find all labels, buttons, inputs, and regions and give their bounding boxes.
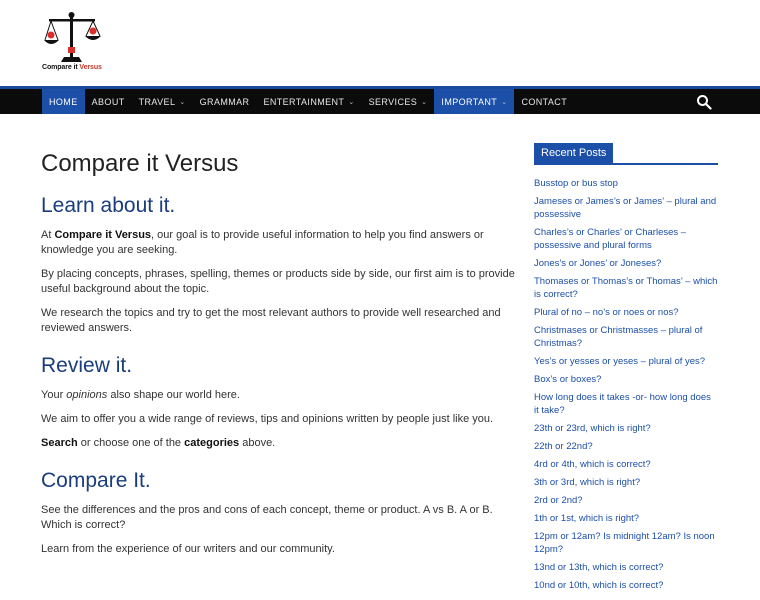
recent-posts-title: Recent Posts	[534, 143, 613, 163]
recent-post-link[interactable]: 12pm or 12am? Is midnight 12am? Is noon 12pm?	[534, 531, 715, 555]
recent-post-link[interactable]: Thomases or Thomas’s or Thomas’ – which is correct?	[534, 276, 718, 300]
scales-of-justice-logo[interactable]	[41, 10, 103, 72]
nav-item-label: ENTERTAINMENT	[263, 96, 345, 107]
compare-heading: Compare It.	[41, 469, 151, 492]
recent-post-link[interactable]: 3th or 3rd, which is right?	[534, 477, 641, 488]
review-paragraph-2: We aim to offer you a wide range of reviews, tips and opinions written by people just like you.	[41, 413, 494, 425]
chevron-down-icon: ⌄	[421, 98, 428, 106]
chevron-down-icon: ⌄	[348, 98, 355, 106]
recent-post-link[interactable]: 23th or 23rd, which is right?	[534, 423, 651, 434]
chevron-down-icon: ⌄	[501, 98, 508, 106]
learn-section	[41, 194, 516, 336]
nav-item-important[interactable]	[434, 89, 514, 114]
sidebar	[534, 143, 718, 597]
recent-post-link[interactable]: 10nd or 10th, which is correct?	[534, 580, 664, 591]
nav-item-services[interactable]	[362, 89, 435, 114]
nav-item-label: TRAVEL	[138, 96, 176, 107]
nav-item-entertainment[interactable]	[256, 89, 361, 114]
recent-post-link[interactable]: Busstop or bus stop	[534, 178, 618, 189]
brand-name-part1: Compare it	[42, 64, 78, 71]
nav-menu	[42, 89, 574, 114]
page-title: Compare it Versus	[41, 150, 239, 177]
nav-item-label: CONTACT	[521, 96, 568, 107]
recent-post-link[interactable]: Jones’s or Jones’ or Joneses?	[534, 258, 662, 269]
nav-item-home[interactable]	[42, 89, 85, 114]
nav-item-about[interactable]	[85, 89, 132, 114]
nav-item-label: ABOUT	[91, 96, 125, 107]
compare-section	[41, 469, 516, 557]
recent-post-link[interactable]: Charles’s or Charles’ or Charleses – possessive and plural forms	[534, 227, 687, 251]
brand-name[interactable]	[42, 64, 102, 71]
recent-post-link[interactable]: 22th or 22nd?	[534, 441, 593, 452]
review-heading: Review it.	[41, 354, 133, 377]
recent-posts-list	[534, 177, 718, 592]
nav-item-label: IMPORTANT	[441, 96, 498, 107]
nav-item-grammar[interactable]	[193, 89, 257, 114]
nav-item-contact[interactable]	[514, 89, 574, 114]
nav-item-travel[interactable]	[132, 89, 193, 114]
compare-paragraph-2: Learn from the experience of our writers and our community.	[41, 543, 335, 555]
recent-posts-header	[534, 143, 718, 165]
main-content	[41, 150, 516, 575]
learn-paragraph-2: By placing concepts, phrases, spelling, themes or products side by side, our first aim is to provide useful background about the topic.	[41, 268, 515, 295]
review-paragraph-1: Your opinions also shape our world here.	[41, 389, 240, 401]
recent-post-link[interactable]: 1th or 1st, which is right?	[534, 513, 640, 524]
recent-post-link[interactable]: Christmases or Christmasses – plural of Christmas?	[534, 325, 703, 349]
search-icon[interactable]	[696, 94, 712, 110]
nav-item-label: GRAMMAR	[199, 96, 250, 107]
main-navigation	[0, 86, 760, 114]
recent-post-link[interactable]: Box’s or boxes?	[534, 374, 602, 385]
compare-paragraph-1: See the differences and the pros and cons of each concept, theme or product. A vs B. A or B. Which is correct?	[41, 504, 493, 531]
nav-item-label: HOME	[49, 96, 78, 107]
recent-post-link[interactable]: 2rd or 2nd?	[534, 495, 583, 506]
site-header	[0, 0, 760, 86]
nav-item-label: SERVICES	[368, 96, 418, 107]
learn-paragraph-3: We research the topics and try to get the most relevant authors to provide well researched and reviewed answers.	[41, 307, 501, 334]
recent-post-link[interactable]: How long does it takes -or- how long does it take?	[534, 392, 711, 416]
recent-post-link[interactable]: Yes’s or yesses or yeses – plural of yes?	[534, 356, 706, 367]
learn-paragraph-1: At Compare it Versus, our goal is to provide useful information to help you find answers or knowledge you are seeking.	[41, 229, 484, 256]
recent-post-link[interactable]: Jameses or James’s or James’ – plural and possessive	[534, 196, 717, 220]
learn-heading: Learn about it.	[41, 194, 176, 217]
recent-post-link[interactable]: 4rd or 4th, which is correct?	[534, 459, 651, 470]
brand-name-part2: Versus	[79, 64, 102, 71]
recent-post-link[interactable]: Plural of no – no’s or noes or nos?	[534, 307, 679, 318]
recent-post-link[interactable]: 13nd or 13th, which is correct?	[534, 562, 664, 573]
chevron-down-icon: ⌄	[179, 98, 186, 106]
review-section	[41, 354, 516, 451]
review-paragraph-3: Search or choose one of the categories above.	[41, 437, 276, 449]
